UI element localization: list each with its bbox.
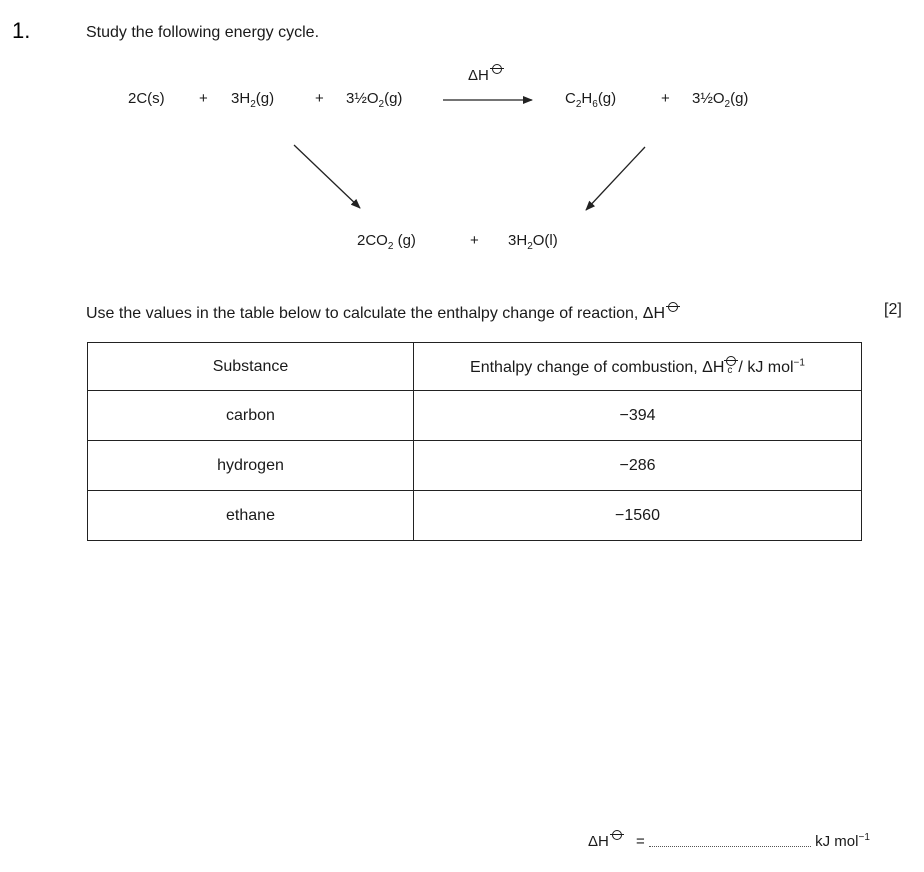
reactant-hydrogen-state: (g)	[255, 90, 275, 107]
reactant-oxygen-coef: 3½O	[346, 90, 379, 107]
marks-label: [2]	[884, 301, 902, 318]
question-intro: Study the following energy cycle.	[86, 24, 320, 41]
header-enthalpy-text: Enthalpy change of combustion, ΔH	[470, 359, 725, 376]
combustion-co2-sub: 2	[387, 241, 394, 252]
answer-input-field[interactable]	[649, 834, 811, 847]
table-header-row	[88, 343, 862, 391]
header-enthalpy-sup: −1	[793, 357, 805, 369]
product-ethane-c: C	[565, 90, 576, 107]
cell-value: −1560	[414, 491, 862, 541]
answer-unit-sup: −1	[858, 832, 870, 843]
reactant-hydrogen-coef: 3H	[231, 90, 251, 107]
answer-label: ΔH	[588, 833, 609, 850]
combustion-water-sub: 2	[527, 241, 533, 252]
product-oxygen-state: (g)	[730, 90, 749, 107]
combustion-arrow-left	[294, 145, 360, 208]
combustion-co2-state: (g)	[393, 232, 416, 249]
header-enthalpy	[414, 343, 862, 391]
cell-substance: ethane	[88, 491, 414, 541]
combustion-plus: +	[470, 232, 479, 249]
reactant-carbon-text: 2C(s)	[128, 90, 165, 107]
header-enthalpy-sub-wrap	[724, 356, 738, 377]
table-row	[88, 491, 862, 541]
standard-state-icon	[610, 830, 624, 840]
product-oxygen-sub: 2	[724, 99, 731, 110]
answer-line	[588, 830, 870, 850]
header-substance: Substance	[88, 343, 414, 391]
reactant-plus-2: +	[315, 90, 324, 107]
cell-value: −286	[414, 441, 862, 491]
product-oxygen-coef: 3½O	[692, 90, 725, 107]
header-enthalpy-unit: / kJ mol	[738, 359, 794, 376]
product-ethane-h: H	[581, 90, 593, 107]
cell-substance: carbon	[88, 391, 414, 441]
header-enthalpy-sub: c	[727, 365, 733, 376]
product-ethane-state: (g)	[597, 90, 617, 107]
combustion-arrow-right	[586, 147, 645, 210]
arrow-delta-h-text: ΔH	[468, 67, 489, 84]
reactant-oxygen-sub: 2	[378, 99, 385, 110]
instruction-text	[86, 302, 680, 323]
question-number: 1.	[12, 18, 31, 43]
table-row	[88, 391, 862, 441]
cell-value: −394	[414, 391, 862, 441]
enthalpy-table	[87, 342, 862, 541]
answer-unit: kJ mol	[815, 833, 859, 850]
energy-cycle-arrows	[0, 0, 924, 300]
product-ethane-sub1: 2	[575, 99, 582, 110]
table-row	[88, 441, 862, 491]
reactant-oxygen-state: (g)	[384, 90, 403, 107]
cell-substance: hydrogen	[88, 441, 414, 491]
reactant-hydrogen-sub: 2	[250, 99, 256, 110]
answer-equals: =	[636, 833, 645, 850]
combustion-water-state: O(l)	[532, 232, 558, 249]
standard-state-icon	[666, 302, 680, 312]
combustion-water-coef: 3H	[508, 232, 528, 249]
product-ethane-sub2: 6	[592, 99, 598, 110]
instruction-text-body: Use the values in the table below to calculate the enthalpy change of reaction, ΔH	[86, 305, 666, 322]
combustion-co2-coef: 2CO	[357, 232, 388, 249]
product-plus: +	[661, 90, 670, 107]
reactant-plus-1: +	[199, 90, 208, 107]
